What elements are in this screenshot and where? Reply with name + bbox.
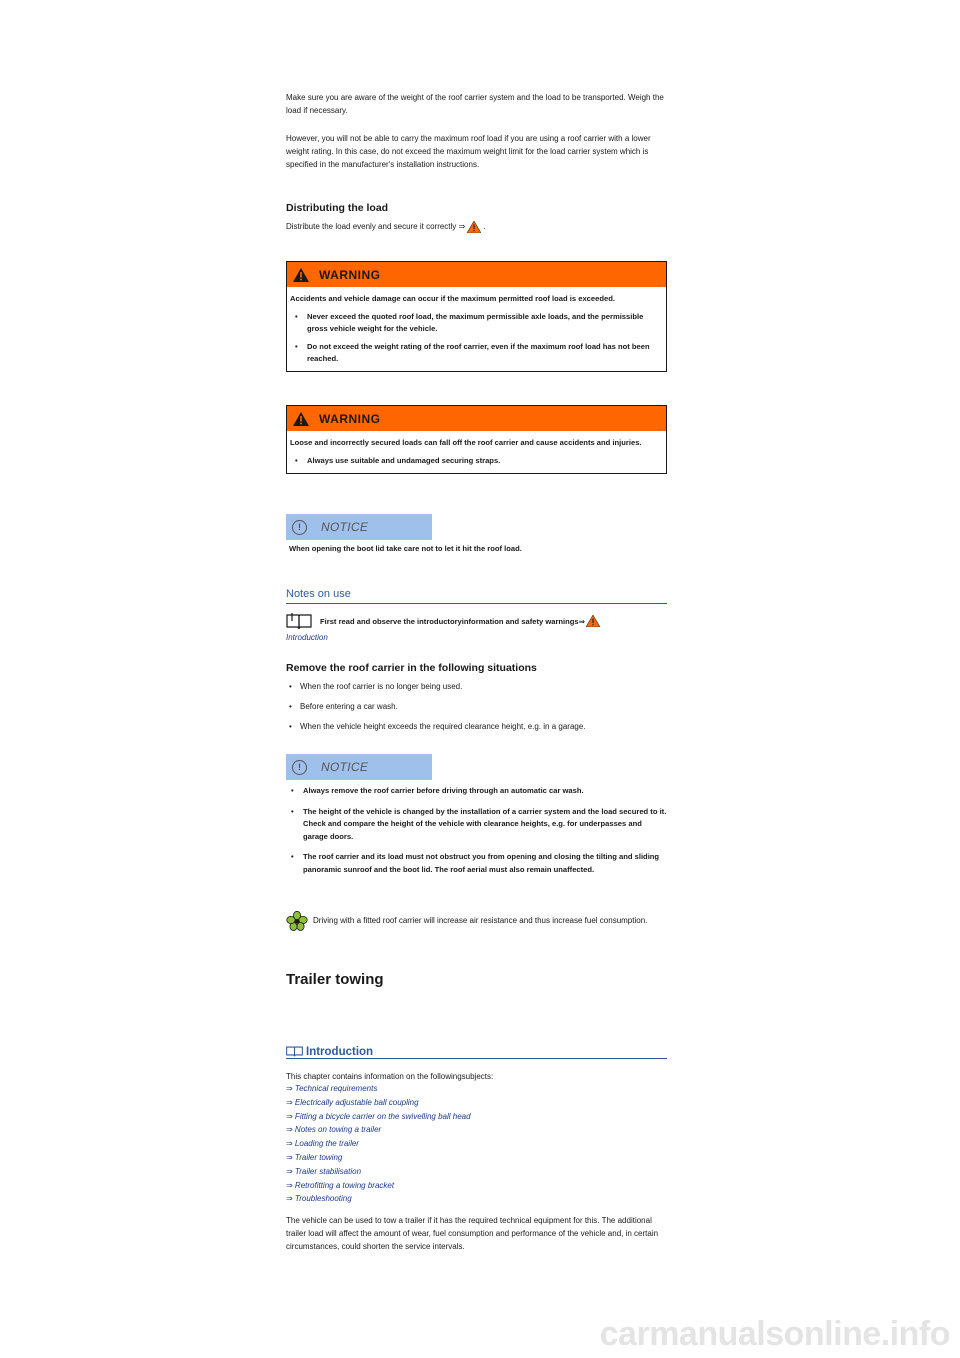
subject-link[interactable]: ⇒ Trailer stabilisation [286, 1166, 362, 1176]
subject-link[interactable]: ⇒ Technical requirements [286, 1084, 378, 1093]
notice-item: • The height of the vehicle is changed by the installation of a carrier system and the load secured to it. Check and compare the height of the vehicle with clearance heights, e.g. for underpasses and garage doors. [286, 806, 667, 844]
exclamation-circle-icon: ! [292, 520, 307, 535]
warning-triangle-icon[interactable] [586, 615, 600, 627]
warning-triangle-icon [293, 412, 309, 426]
notice-header [286, 754, 432, 780]
warning-lead: Accidents and vehicle damage can occur if the maximum permitted roof load is exceeded. [290, 294, 615, 303]
intro-paragraph-1: Make sure you are aware of the weight of the roof carrier system and the load to be transported. Weigh the load if necessary. [286, 93, 664, 115]
introduction-closing: The vehicle can be used to tow a trailer if it has the required technical equipment for this. The additional trailer load will affect the amount of wear, fuel consumption and performance of the vehicle and, in certain circumstances, could shorten the service intervals. [286, 1216, 659, 1251]
introduction-lead: This chapter contains information on the followingsubjects: [286, 1072, 494, 1081]
subject-link[interactable]: ⇒ Loading the trailer [286, 1139, 359, 1149]
distributing-heading: Distributing the load [286, 202, 389, 214]
distributing-text-end: . [483, 222, 486, 231]
notice-item: • Always remove the roof carrier before driving through an automatic car wash. [286, 785, 667, 798]
trailer-towing-title: Trailer towing [286, 971, 384, 988]
notice-item: • The roof carrier and its load must not obstruct you from opening and closing the tilting and sliding panoramic sunroof and the boot lid. The roof aerial must also remain unaffected. [286, 851, 667, 876]
read-first-text: First read and observe the introductoryinformation and safety warnings⇒ [320, 616, 586, 626]
book-icon [286, 612, 312, 630]
introduction-heading-text: Introduction [306, 1046, 374, 1058]
subject-link[interactable]: ⇒ Notes on towing a trailer [286, 1125, 382, 1135]
warning-body [287, 287, 666, 371]
warning-item: • Do not exceed the weight rating of the roof carrier, even if the maximum roof load has not been reached. [290, 341, 662, 365]
warning-triangle-icon[interactable] [467, 221, 481, 233]
subject-link[interactable]: ⇒ Electrically adjustable ball coupling [286, 1097, 419, 1107]
exclamation-circle-icon: ! [292, 760, 307, 775]
notes-on-use-heading: Notes on use [286, 588, 667, 604]
remove-heading: Remove the roof carrier in the following situations [286, 662, 537, 674]
warning-box-loose-loads [286, 405, 667, 474]
introduction-heading [286, 1043, 667, 1059]
warning-box-roof-load [286, 261, 667, 372]
warning-header [287, 262, 666, 287]
introduction-link[interactable]: Introduction [286, 633, 328, 642]
list-item: • When the roof carrier is no longer being used. [286, 680, 667, 693]
subject-link[interactable]: ⇒ Retrofitting a towing bracket [286, 1180, 395, 1190]
warning-header [287, 406, 666, 431]
notice-label: NOTICE [321, 760, 369, 774]
book-icon [286, 1045, 303, 1057]
warning-body [287, 431, 666, 473]
subject-link[interactable]: ⇒ Troubleshooting [286, 1194, 352, 1204]
list-item: • When the vehicle height exceeds the required clearance height, e.g. in a garage. [286, 720, 667, 733]
read-first-row [286, 612, 667, 630]
intro-paragraph-2: However, you will not be able to carry the maximum roof load if you are using a roof carrier with a lower weight rating. In this case, do not exceed the maximum weight limit for the load carrier system which is specified in the manufacturer's installation instructions. [286, 134, 651, 169]
list-item: • Before entering a car wash. [286, 700, 667, 713]
warning-triangle-icon [293, 268, 309, 282]
distributing-text-label: Distribute the load evenly and secure it correctly ⇒ [286, 222, 466, 231]
distributing-text [286, 220, 667, 233]
warning-label: WARNING [319, 411, 381, 426]
notice-text: When opening the boot lid take care not to let it hit the roof load. [289, 544, 522, 553]
remove-list [286, 680, 667, 740]
warning-item: • Never exceed the quoted roof load, the maximum permissible axle loads, and the permissible gross vehicle weight for the vehicle. [290, 311, 662, 335]
subject-link[interactable]: ⇒ Trailer towing [286, 1152, 343, 1162]
warning-lead: Loose and incorrectly secured loads can fall off the roof carrier and cause accidents and injuries. [290, 438, 642, 447]
notice-label: NOTICE [321, 520, 369, 534]
watermark: carmanualsonline.info [599, 1315, 950, 1353]
warning-item: • Always use suitable and undamaged securing straps. [290, 455, 662, 467]
eco-tip-text: Driving with a fitted roof carrier will increase air resistance and thus increase fuel consumption. [313, 916, 648, 925]
introduction-link-list [286, 1082, 667, 1206]
notice-header [286, 514, 432, 540]
subject-link[interactable]: ⇒ Fitting a bicycle carrier on the swivelling ball head [286, 1111, 471, 1121]
flower-icon [286, 911, 308, 931]
warning-label: WARNING [319, 267, 381, 282]
notice-list [286, 785, 667, 884]
eco-tip [286, 911, 667, 931]
